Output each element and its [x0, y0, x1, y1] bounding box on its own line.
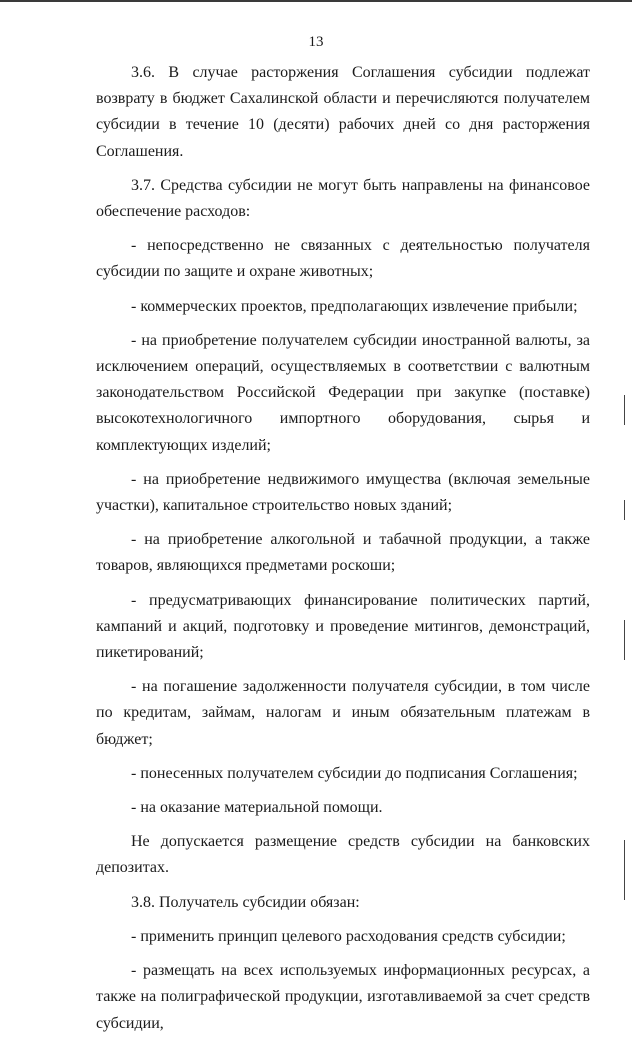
paragraph-3-6: 3.6. В случае расторжения Соглашения субсидии подлежат возврату в бюджет Сахалинской области и перечисляются получателем субсидии в течение 10 (десяти) рабочих дней со дня расторжения Соглашения. [96, 64, 590, 160]
scan-top-edge [0, 0, 632, 2]
list-item: - на приобретение получателем субсидии иностранной валюты, за исключением операций, осуществляемых в соответствии с валютным законодательством Российской Федерации при закупке (поставке) высокотехнологичного импортного оборудования, сырья и комплектующих изделий; [96, 331, 590, 454]
list-item: - на оказание материальной помощи. [131, 799, 383, 817]
page-number: 13 [308, 34, 324, 50]
list-item: - предусматривающих финансирование политических партий, кампаний и акций, подготовку и проведение митингов, демонстраций, пикетирований; [96, 591, 590, 662]
paragraph-3-8: 3.8. Получатель субсидии обязан: [131, 893, 360, 911]
scan-right-edge-mark [624, 395, 625, 425]
list-item: - понесенных получателем субсидии до подписания Соглашения; [131, 764, 578, 782]
list-item: - размещать на всех используемых информационных ресурсах, а также на полиграфической продукции, изготавливаемой за счет средств субсидии, [96, 962, 590, 1032]
list-item: - на приобретение алкогольной и табачной продукции, а также товаров, являющихся предметами роскоши; [96, 531, 590, 575]
list-item: - применить принцип целевого расходования средств субсидии; [131, 927, 566, 945]
scan-right-edge-mark [624, 620, 625, 660]
list-item: - на приобретение недвижимого имущества (включая земельные участки), капитальное строительство новых зданий; [96, 470, 590, 515]
paragraph-deposits: Не допускается размещение средств субсидии на банковских депозитах. [96, 833, 590, 877]
list-item: - коммерческих проектов, предполагающих извлечение прибыли; [131, 297, 578, 315]
document-body [96, 60, 590, 1045]
scan-right-edge-mark [624, 500, 625, 520]
paragraph-3-7: 3.7. Средства субсидии не могут быть направлены на финансовое обеспечение расходов: [96, 176, 590, 221]
list-item: - на погашение задолженности получателя субсидии, в том числе по кредитам, займам, налогам и иным обязательным платежам в бюджет; [96, 678, 590, 748]
scan-right-edge-mark [624, 840, 625, 900]
list-item: - непосредственно не связанных с деятельностью получателя субсидии по защите и охране животных; [96, 237, 590, 281]
